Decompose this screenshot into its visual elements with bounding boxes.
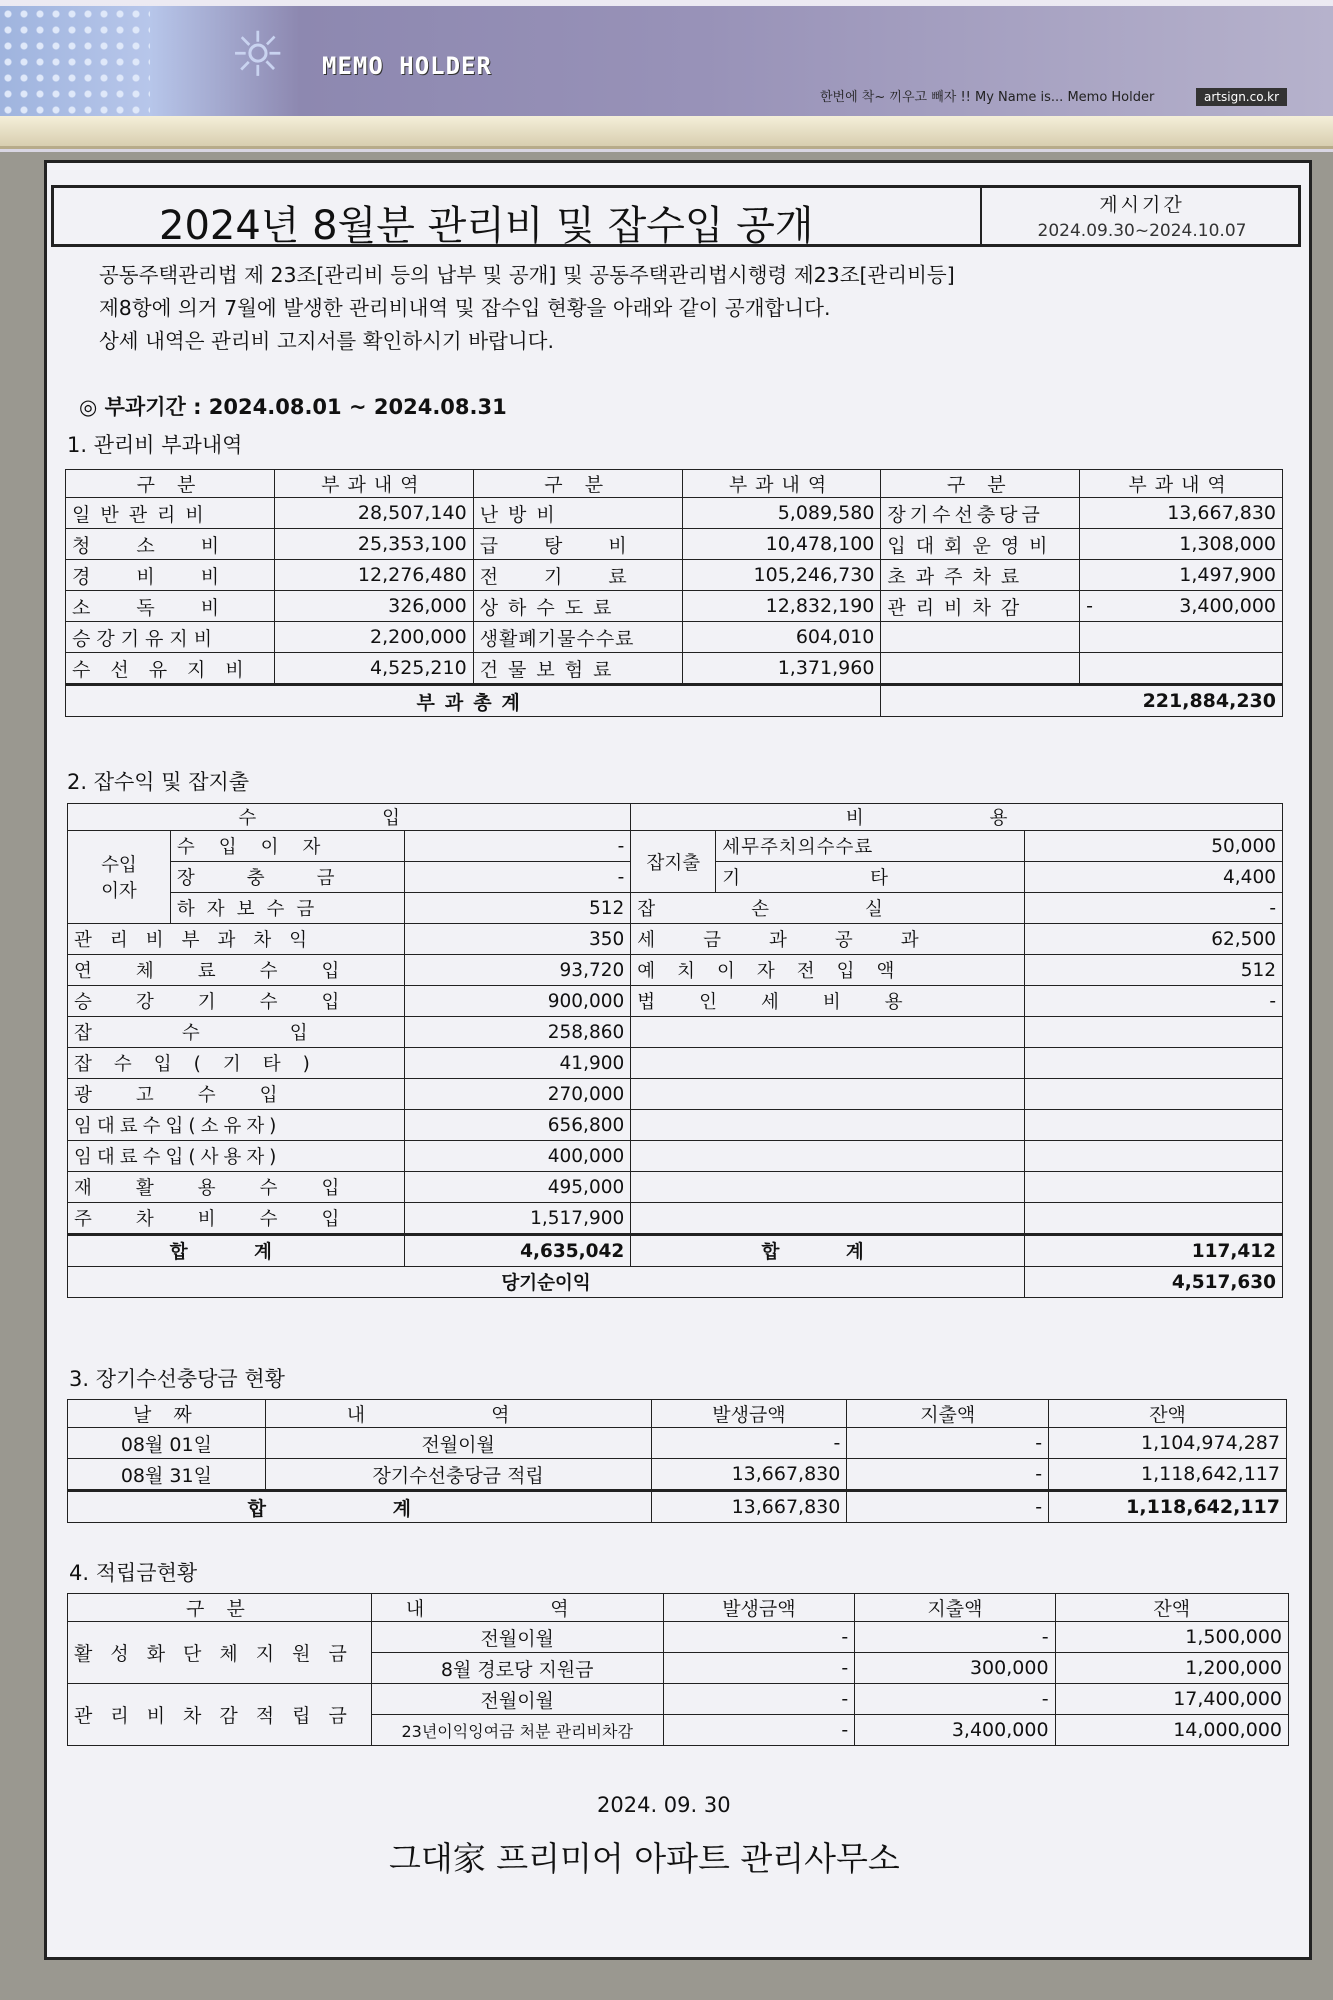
item-label: 장기수선충당금 (881, 498, 1080, 529)
table-header-row (68, 1400, 1287, 1428)
empty-cell (631, 1017, 1025, 1048)
row-expense: - (855, 1684, 1055, 1715)
row-desc: 8월 경로당 지원금 (371, 1653, 663, 1684)
table-row (68, 831, 1283, 862)
row-expense: 3,400,000 (855, 1715, 1055, 1746)
holder-slogan: 한번에 착~ 끼우고 빼자 !! My Name is... Memo Holder (820, 90, 1155, 105)
item-label: 전기료 (473, 560, 682, 591)
item-amount: 326,000 (274, 591, 473, 622)
income-label: 주차비수입 (68, 1203, 405, 1235)
item-amount (1080, 591, 1283, 622)
item-label: 청소비 (66, 529, 275, 560)
item-label: 소독비 (66, 591, 275, 622)
notice-date: 2024. 09. 30 (597, 1793, 731, 1817)
holder-site: artsign.co.kr (1196, 88, 1287, 106)
item-label: 경비비 (66, 560, 275, 591)
income-amount: 400,000 (404, 1141, 631, 1172)
table-row (68, 1141, 1283, 1172)
table-row (68, 1428, 1287, 1459)
item-label: 승강기유지비 (66, 622, 275, 653)
item-amount: 1,308,000 (1080, 529, 1283, 560)
header-cell: 내 역 (371, 1594, 663, 1622)
income-amount: 41,900 (404, 1048, 631, 1079)
table-row (68, 1110, 1283, 1141)
item-label: 생활폐기물수수료 (473, 622, 682, 653)
table-row (68, 1172, 1283, 1203)
table-row (68, 1459, 1287, 1491)
empty-cell (631, 1172, 1025, 1203)
reserve-table (67, 1399, 1287, 1523)
table-row (68, 1048, 1283, 1079)
header-cell: 잔액 (1049, 1400, 1287, 1428)
income-label: 재활용수입 (68, 1172, 405, 1203)
header-cell: 발생금액 (651, 1400, 847, 1428)
table-row (66, 498, 1283, 529)
section-2-title: 2. 잡수익 및 잡지출 (67, 770, 250, 794)
empty-cell (631, 1203, 1025, 1235)
sun-icon: ☼ (230, 18, 286, 91)
posting-value: 2024.09.30~2024.10.07 (1037, 221, 1247, 241)
empty-cell (1080, 653, 1283, 685)
row-amount: - (663, 1622, 855, 1653)
income-label: 하자보수금 (170, 893, 404, 924)
table-row (66, 653, 1283, 685)
expense-label: 세무주치의수수료 (716, 831, 1025, 862)
table-row (68, 955, 1283, 986)
income-amount: 1,517,900 (404, 1203, 631, 1235)
income-label: 임대료수입(소유자) (68, 1110, 405, 1141)
row-balance: 1,500,000 (1055, 1622, 1288, 1653)
expense-sum-label: 합 계 (631, 1235, 1025, 1267)
misc-income-table (67, 803, 1283, 1298)
income-label: 관리비부과차익 (68, 924, 405, 955)
expense-amount: - (1025, 893, 1283, 924)
table-header-row (68, 1594, 1289, 1622)
expense-amount: 4,400 (1025, 862, 1283, 893)
item-amount: 105,246,730 (682, 560, 881, 591)
item-label: 입대회운영비 (881, 529, 1080, 560)
net-income-amount: 4,517,630 (1025, 1267, 1283, 1298)
empty-cell (631, 1079, 1025, 1110)
section-4-title: 4. 적립금현황 (69, 1561, 198, 1585)
row-expense: 300,000 (855, 1653, 1055, 1684)
total-expense: - (847, 1491, 1049, 1523)
header-cell: 내 역 (265, 1400, 651, 1428)
expense-label: 잡손실 (631, 893, 1025, 924)
net-income-row (68, 1267, 1283, 1298)
income-sum-label: 합 계 (68, 1235, 405, 1267)
item-amount: 2,200,000 (274, 622, 473, 653)
expense-label: 세금과공과 (631, 924, 1025, 955)
item-label: 일반관리비 (66, 498, 275, 529)
expense-amount: 62,500 (1025, 924, 1283, 955)
row-amount: 13,667,830 (651, 1459, 847, 1491)
item-label: 난방비 (473, 498, 682, 529)
expense-header: 비 용 (631, 804, 1283, 831)
table-header-row (66, 470, 1283, 498)
empty-cell (631, 1048, 1025, 1079)
row-amount: - (663, 1684, 855, 1715)
empty-cell (1025, 1172, 1283, 1203)
income-amount: 900,000 (404, 986, 631, 1017)
income-amount: 270,000 (404, 1079, 631, 1110)
row-balance: 1,200,000 (1055, 1653, 1288, 1684)
posting-label: 게시기간 (1099, 194, 1185, 216)
item-amount: 4,525,210 (274, 653, 473, 685)
total-row (68, 1491, 1287, 1523)
total-balance: 1,118,642,117 (1049, 1491, 1287, 1523)
header-cell: 잔액 (1055, 1594, 1288, 1622)
intro-text (99, 259, 1279, 358)
holder-logo: MEMO HOLDER (322, 52, 492, 80)
intro-line: 상세 내역은 관리비 고지서를 확인하시기 바랍니다. (99, 329, 554, 353)
income-amount: 512 (404, 893, 631, 924)
posting-period (980, 188, 1302, 244)
minus-sign: - (1086, 595, 1094, 617)
empty-cell (1025, 1203, 1283, 1235)
header-cell: 부과내역 (274, 470, 473, 498)
item-label: 초과주차료 (881, 560, 1080, 591)
item-amount: 28,507,140 (274, 498, 473, 529)
row-amount: - (663, 1715, 855, 1746)
section-1-title: 1. 관리비 부과내역 (67, 433, 243, 457)
income-label: 잡수입 (68, 1017, 405, 1048)
table-row (68, 924, 1283, 955)
row-balance: 1,118,642,117 (1049, 1459, 1287, 1491)
item-amount: 25,353,100 (274, 529, 473, 560)
group-label-line: 이자 (101, 881, 137, 902)
income-label: 잡수입(기타) (68, 1048, 405, 1079)
expense-label: 법인세비용 (631, 986, 1025, 1017)
notice-sheet (44, 160, 1312, 1960)
header-cell: 지출액 (847, 1400, 1049, 1428)
empty-cell (1025, 1017, 1283, 1048)
income-amount: 656,800 (404, 1110, 631, 1141)
income-amount: 93,720 (404, 955, 631, 986)
total-label: 합 계 (68, 1491, 652, 1523)
office-name: 그대家 프리미어 아파트 관리사무소 (389, 1839, 900, 1878)
total-amount: 221,884,230 (881, 685, 1283, 717)
row-expense: - (847, 1459, 1049, 1491)
expense-total: 117,412 (1025, 1235, 1283, 1267)
income-label: 수입이자 (170, 831, 404, 862)
expense-amount: - (1025, 986, 1283, 1017)
total-row (66, 685, 1283, 717)
income-amount: - (404, 831, 631, 862)
item-label: 수선유지비 (66, 653, 275, 685)
empty-cell (1080, 622, 1283, 653)
table-row (66, 529, 1283, 560)
total-amount: 13,667,830 (651, 1491, 847, 1523)
net-income-label: 당기순이익 (68, 1267, 1025, 1298)
memo-holder (0, 0, 1333, 152)
table-row (66, 560, 1283, 591)
table-row (66, 622, 1283, 653)
row-balance: 14,000,000 (1055, 1715, 1288, 1746)
row-desc: 전월이월 (371, 1684, 663, 1715)
item-amount: 12,832,190 (682, 591, 881, 622)
header-cell: 부과내역 (1080, 470, 1283, 498)
row-expense: - (855, 1622, 1055, 1653)
section-3-title: 3. 장기수선충당금 현황 (69, 1367, 285, 1391)
title-box (51, 185, 1301, 247)
row-balance: 17,400,000 (1055, 1684, 1288, 1715)
table-row (68, 893, 1283, 924)
empty-cell (1025, 1110, 1283, 1141)
billing-period: ◎ 부과기간 : 2024.08.01 ~ 2024.08.31 (79, 395, 507, 419)
header-cell: 부과내역 (682, 470, 881, 498)
income-label: 임대료수입(사용자) (68, 1141, 405, 1172)
item-amount: 10,478,100 (682, 529, 881, 560)
holder-rail (0, 116, 1333, 149)
header-cell: 구 분 (68, 1594, 372, 1622)
item-amount: 13,667,830 (1080, 498, 1283, 529)
expense-amount: 50,000 (1025, 831, 1283, 862)
income-label: 연체료수입 (68, 955, 405, 986)
empty-cell (631, 1141, 1025, 1172)
deduction-amount: 3,400,000 (1179, 595, 1276, 617)
fund-table (67, 1593, 1289, 1746)
table-row (68, 1079, 1283, 1110)
item-amount: 604,010 (682, 622, 881, 653)
item-amount: 5,089,580 (682, 498, 881, 529)
income-header: 수 입 (68, 804, 631, 831)
expense-label: 예치이자전입액 (631, 955, 1025, 986)
fee-table (65, 469, 1283, 717)
row-date: 08월 01일 (68, 1428, 266, 1459)
header-cell: 구 분 (881, 470, 1080, 498)
table-row (68, 1203, 1283, 1235)
group-label-line: 수입 (101, 855, 137, 876)
row-desc: 전월이월 (265, 1428, 651, 1459)
income-label: 광고수입 (68, 1079, 405, 1110)
income-amount: 495,000 (404, 1172, 631, 1203)
fund-label: 관리비차감적립금 (68, 1684, 372, 1746)
row-amount: - (663, 1653, 855, 1684)
item-label: 상하수도료 (473, 591, 682, 622)
fund-label: 활성화단체지원금 (68, 1622, 372, 1684)
table-row (68, 1684, 1289, 1715)
row-desc: 장기수선충당금 적립 (265, 1459, 651, 1491)
total-label: 부과총계 (66, 685, 881, 717)
expense-amount: 512 (1025, 955, 1283, 986)
header-cell: 발생금액 (663, 1594, 855, 1622)
interest-group-label (68, 831, 171, 924)
item-label: 건물보험료 (473, 653, 682, 685)
item-label: 관리비차감 (881, 591, 1080, 622)
item-label: 급탕비 (473, 529, 682, 560)
header-cell: 구 분 (66, 470, 275, 498)
expense-group-label: 잡지출 (631, 831, 716, 893)
row-desc: 23년이익잉여금 처분 관리비차감 (371, 1715, 663, 1746)
header-cell: 지출액 (855, 1594, 1055, 1622)
expense-label: 기타 (716, 862, 1025, 893)
income-amount: - (404, 862, 631, 893)
table-row (68, 1017, 1283, 1048)
sum-row (68, 1235, 1283, 1267)
item-amount: 1,371,960 (682, 653, 881, 685)
empty-cell (1025, 1141, 1283, 1172)
row-expense: - (847, 1428, 1049, 1459)
empty-cell (881, 653, 1080, 685)
empty-cell (1025, 1079, 1283, 1110)
header-cell: 날 짜 (68, 1400, 266, 1428)
table-row (68, 986, 1283, 1017)
empty-cell (631, 1110, 1025, 1141)
row-balance: 1,104,974,287 (1049, 1428, 1287, 1459)
income-label: 장충금 (170, 862, 404, 893)
empty-cell (881, 622, 1080, 653)
income-total: 4,635,042 (404, 1235, 631, 1267)
item-amount: 12,276,480 (274, 560, 473, 591)
table-row (66, 591, 1283, 622)
intro-line: 공동주택관리법 제 23조[관리비 등의 납부 및 공개] 및 공동주택관리법시행령 제23조[관리비등] (99, 263, 955, 287)
item-amount: 1,497,900 (1080, 560, 1283, 591)
intro-line: 제8항에 의거 7월에 발생한 관리비내역 및 잡수입 현황을 아래와 같이 공개합니다. (99, 296, 831, 320)
income-amount: 258,860 (404, 1017, 631, 1048)
header-cell: 구 분 (473, 470, 682, 498)
row-date: 08월 31일 (68, 1459, 266, 1491)
empty-cell (1025, 1048, 1283, 1079)
table-row (68, 1622, 1289, 1653)
table-header-row (68, 804, 1283, 831)
row-desc: 전월이월 (371, 1622, 663, 1653)
income-label: 승강기수입 (68, 986, 405, 1017)
income-amount: 350 (404, 924, 631, 955)
holder-pattern (0, 6, 150, 116)
page-title: 2024년 8월분 관리비 및 잡수입 공개 (159, 203, 814, 249)
row-amount: - (651, 1428, 847, 1459)
